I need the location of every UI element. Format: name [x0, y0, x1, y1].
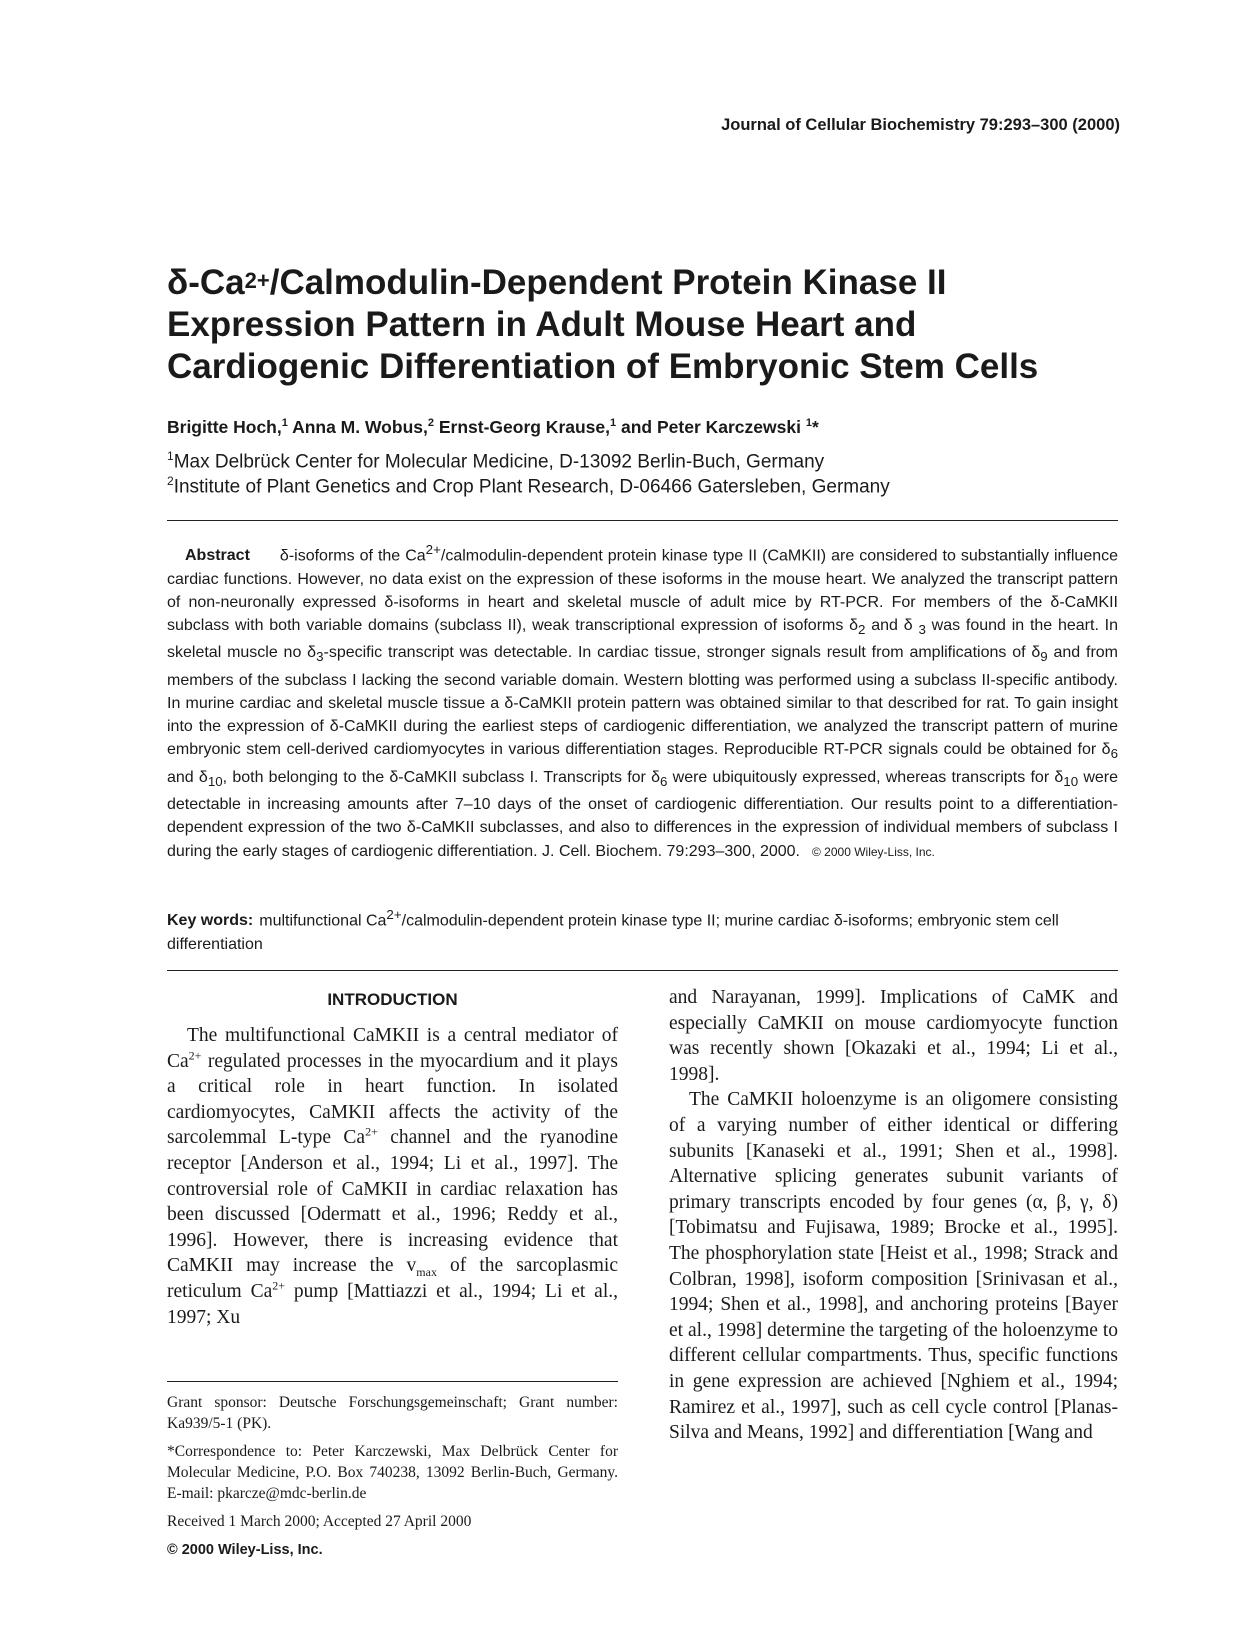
title-line-1: $\delta-Ca^{2+}/Calmodulin$-Dependent Protein Kinase II: [167, 263, 947, 302]
body-column-left: [167, 1023, 618, 1330]
footnote-divider: [167, 1381, 618, 1382]
footnote-copyright: © 2000 Wiley-Liss, Inc.: [167, 1542, 323, 1558]
footnotes: [167, 1392, 618, 1568]
journal-citation: Journal of Cellular Biochemistry 79:293–300 (2000): [721, 116, 1120, 134]
intro-paragraph-1-cont: and Narayanan, 1999]. Implications of CaMK and especially CaMKII on mouse cardiomyocyte function was recently shown [Okazaki et al., 1994; Li et al., 1998].: [669, 987, 1118, 1085]
affiliation-2: $^2$Institute of Plant Genetics and Crop Plant Research, D-06466 Gatersleben, Germany: [167, 474, 890, 498]
title-line-3: Cardiogenic Differentiation of Embryonic Stem Cells: [167, 347, 1039, 386]
keywords: Key words: multifunctional $Ca^{2+}/calmodulin$-dependent protein kinase type II; murine cardiac δ-isoforms; embryonic stem cell differentiation: [167, 907, 1059, 953]
footnote-grant: Grant sponsor: Deutsche Forschungsgemeinschaft; Grant number: Ka939/5-1 (PK).: [167, 1394, 618, 1432]
intro-paragraph-2: The CaMKII holoenzyme is an oligomere consisting of a varying number of either identical or differing subunits [Kanaseki et al., 1991; Shen et al., 1998]. Alternative splicing generates subunit variants of primary transcripts encoded by four genes (α, β, γ, δ) [Tobimatsu and Fujisawa, 1989; Brocke et al., 1995]. The phosphorylation state [Heist et al., 1998; Strack and Colbran, 1998], isoform composition [Srinivasan et al., 1994; Shen et al., 1998], and anchoring proteins [Bayer et al., 1998] determine the targeting of the holoenzyme to different cellular compartments. Thus, specific functions in gene expression are achieved [Nghiem et al., 1994; Ramirez et al., 1997], such as cell cycle control [Planas-Silva and Means, 1992] and differentiation [Wang and: [669, 1089, 1118, 1444]
divider-bottom: [167, 970, 1118, 971]
footnote-correspondence: *Correspondence to: Peter Karczewski, Max Delbrück Center for Molecular Medicine, P.O. Box 740238, 13092 Berlin-Buch, Germany. E-mail: pkarcze@mdc-berlin.de: [167, 1443, 618, 1502]
keywords-label: Key words:: [167, 912, 254, 930]
footnote-received: Received 1 March 2000; Accepted 27 April 2000: [167, 1513, 472, 1530]
body-column-right: [669, 985, 1118, 1446]
section-heading-introduction: INTRODUCTION: [327, 990, 458, 1009]
abstract-copyright: © 2000 Wiley-Liss, Inc.: [812, 844, 935, 859]
divider-top: [167, 520, 1118, 521]
paper-title: [167, 262, 1097, 388]
affiliation-1: $^1$Max Delbrück Center for Molecular Medicine, D-13092 Berlin-Buch, Germany: [167, 449, 825, 473]
abstract-label: Abstract: [185, 547, 250, 565]
abstract: Abstract δ-isoforms of the $Ca^{2+}/calmodulin$-dependent protein kinase type II (CaMKII) are considered to substantially influence cardiac functions. However, no data exist on the expression of these isoforms in the mouse heart. We analyzed the transcript pattern of non-neuronally expressed δ-isoforms in heart and skeletal muscle of adult mice by RT-PCR. For members of the δ-CaMKII subclass with both variable domains (subclass II), weak transcriptional expression of isoforms $\delta_2$ and δ $_3$ was found in the heart. In skeletal muscle no $\delta_3$-specific transcript was detectable. In cardiac tissue, stronger signals result from amplifications of $\delta_9$ and from members of the subclass I lacking the second variable domain. Western blotting was performed using a subclass II-specific antibody. In murine cardiac and skeletal muscle tissue a δ-CaMKII protein pattern was obtained similar to that described for rat. To gain insight into the expression of δ-CaMKII during the earliest steps of cardiogenic differentiation, we analyzed the transcript pattern of murine embryonic stem cell-derived cardiomyocytes in various differentiation stages. Reproducible RT-PCR signals could be obtained for $\delta_6$ and $\delta_{10}$, both belonging to the δ-CaMKII subclass I. Transcripts for $\delta_6$ were ubiquitously expressed, whereas transcripts for $\delta_{10}$ were detectable in increasing amounts after 7–10 days of the onset of cardiogenic differentiation. Our results point to a differentiation-dependent expression of the two δ-CaMKII subclasses, and also to differences in the expression of individual members of subclass I during the early stages of cardiogenic differentiation. J. Cell. Biochem. 79:293–300, 2000. © 2000 Wiley-Liss, Inc.: [167, 542, 1119, 860]
intro-paragraph-1: The multifunctional CaMKII is a central mediator of $Ca^{2+}$ regulated processes in the myocardium and it plays a critical role in heart function. In isolated cardiomyocytes, CaMKII affects the activity of the sarcolemmal L-type $Ca^{2+}$ channel and the ryanodine receptor [Anderson et al., 1994; Li et al., 1997]. The controversial role of CaMKII in cardiac relaxation has been discussed [Odermatt et al., 1996; Reddy et al., 1996]. However, there is increasing evidence that CaMKII may increase the $v_{max}$ of the sarcoplasmic reticulum $Ca^{2+}$ pump [Mattiazzi et al., 1994; Li et al., 1997; Xu: [167, 1025, 618, 1328]
title-line-2: Expression Pattern in Adult Mouse Heart and: [167, 305, 917, 344]
author-list: Brigitte Hoch,$^1$ Anna M. Wobus,$^2$ Ernst-Georg Krause,$^1$ and Peter Karczewski $^1$*: [167, 417, 819, 437]
